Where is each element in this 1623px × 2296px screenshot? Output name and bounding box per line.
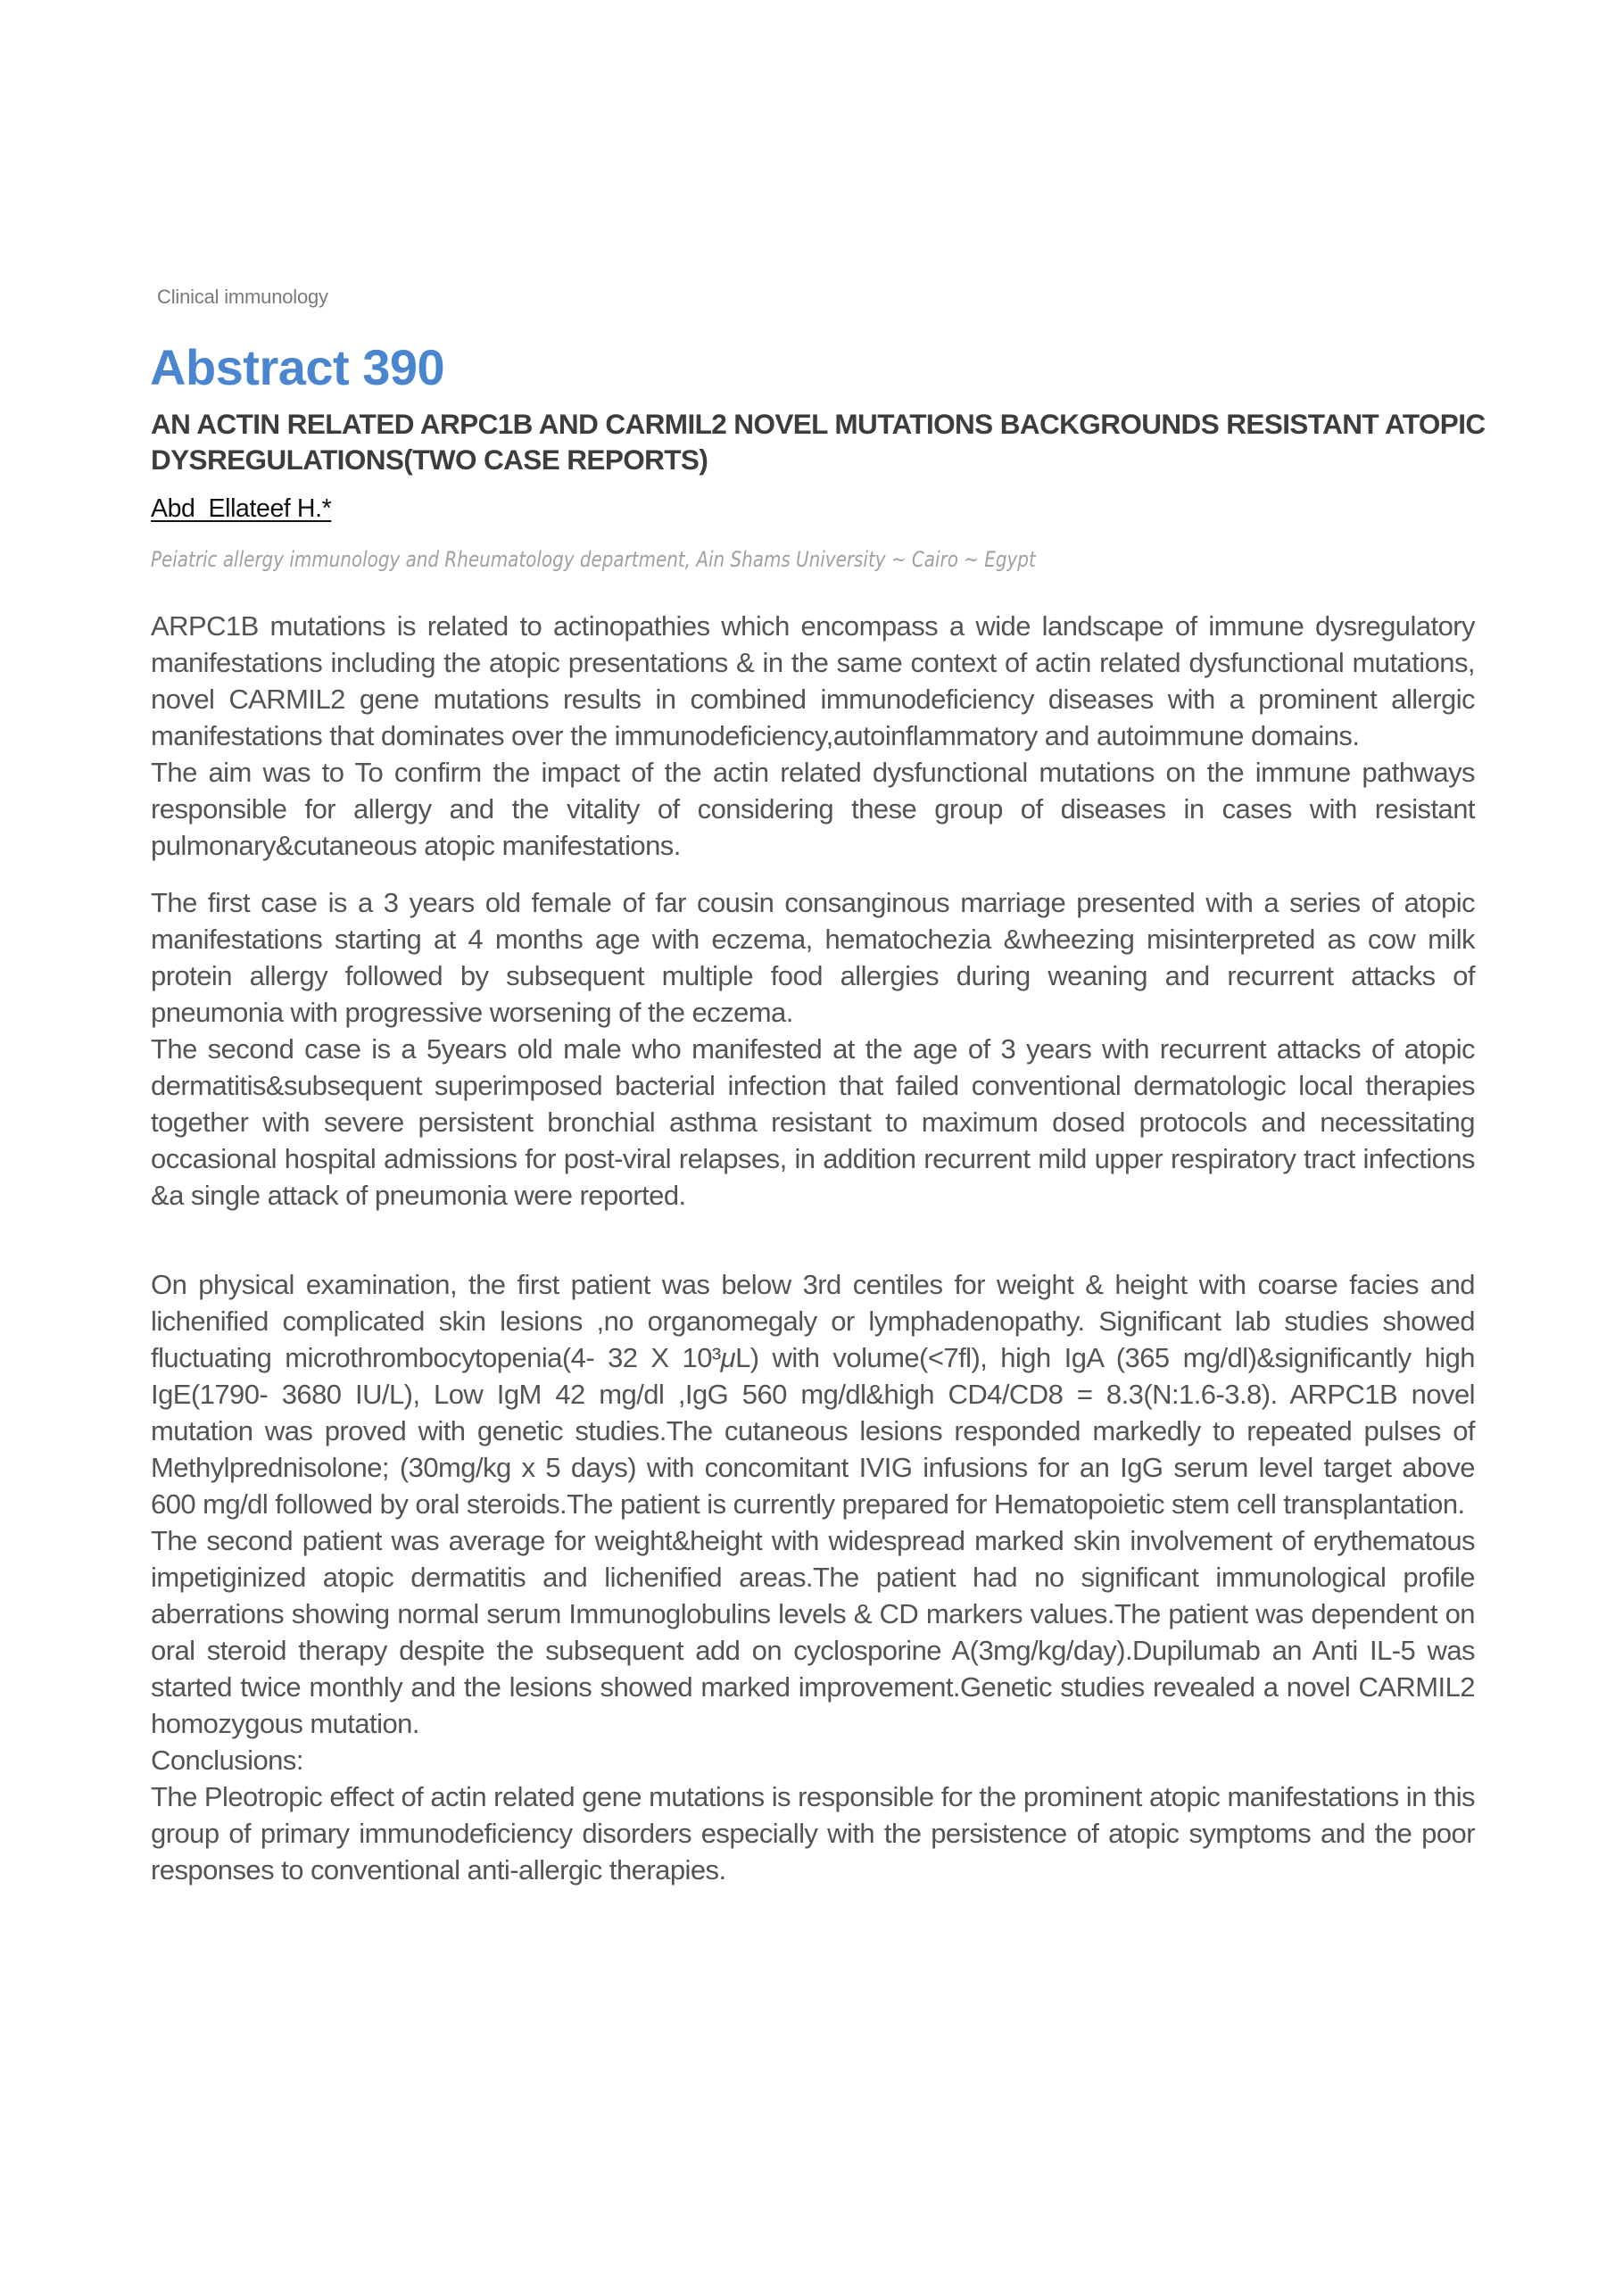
- examination-text-a: On physical examination, the first patient was below 3rd centiles for weight & height with coarse facies and lichenified complicated skin lesions ,no organomegaly or lymphadenopathy. Significant lab studies showed fluctuating microthrombocytopenia(4- 32 X 10³: [151, 1269, 1475, 1373]
- author-affiliation: Peiatric allergy immunology and Rheumatology department, Ain Shams University ~ Cairo ~ Egypt: [151, 547, 1036, 572]
- paragraph-examination-second: The second patient was average for weight&height with widespread marked skin involvement of erythematous impetiginized atopic dermatitis and lichenified areas.The patient had no significant immunological profile aberrations showing normal serum Immunoglobulins levels & CD markers values.The patient was dependent on oral steroid therapy despite the subsequent add on cyclosporine A(3mg/kg/day).Dupilumab an Anti IL-5 was started twice monthly and the lesions showed marked improvement.Genetic studies revealed a novel CARMIL2 homozygous mutation.: [151, 1525, 1475, 1739]
- paragraph-aim: The aim was to To confirm the impact of the actin related dysfunctional mutations on the immune pathways responsible for allergy and the vitality of considering these group of diseases in cases with resistant pulmonary&cutaneous atopic manifestations.: [151, 757, 1475, 861]
- paragraph-case-two: The second case is a 5years old male who manifested at the age of 3 years with recurrent attacks of atopic dermatitis&subsequent superimposed bacterial infection that failed conventional dermatologic local therapies together with severe persistent bronchial asthma resistant to maximum dosed protocols and necessitating occasional hospital admissions for post-viral relapses, in addition recurrent mild upper respiratory tract infections &a single attack of pneumonia were reported.: [151, 1033, 1475, 1211]
- author-name[interactable]: Abd Ellateef H.*: [151, 494, 332, 523]
- paragraph-conclusions: The Pleotropic effect of actin related gene mutations is responsible for the prominent atopic manifestations in this group of primary immunodeficiency disorders especially with the persistence of atopic symptoms and the poor responses to conventional anti-allergic therapies.: [151, 1781, 1475, 1886]
- section-label: Clinical immunology: [157, 286, 328, 308]
- paragraph-case-one: The first case is a 3 years old female of far cousin consanginous marriage presented with a series of atopic manifestations starting at 4 months age with eczema, hematochezia &wheezing misinterpreted as cow milk protein allergy followed by subsequent multiple food allergies during weaning and recurrent attacks of pneumonia with progressive worsening of the eczema.: [151, 887, 1475, 1028]
- abstract-title: AN ACTIN RELATED ARPC1B AND CARMIL2 NOVEL MUTATIONS BACKGROUNDS RESISTANT ATOPIC DYSREGULATIONS(TWO CASE REPORTS): [151, 408, 1486, 476]
- abstract-number: Abstract 390: [150, 339, 445, 395]
- abstract-body: [151, 608, 1475, 1888]
- paragraph-examination-first: [151, 1266, 1475, 1522]
- examination-text-b: L) with volume(<7fl), high IgA (365 mg/dl)&significantly high IgE(1790- 3680 IU/L), Low IgM 42 mg/dl ,IgG 560 mg/dl&high CD4/CD8 = 8.3(N:1.6-3.8). ARPC1B novel mutation was proved with genetic studies.The cutaneous lesions responded markedly to repeated pulses of Methylprednisolone; (30mg/kg x 5 days) with concomitant IVIG infusions for an IgG serum level target above 600 mg/dl followed by oral steroids.The patient is currently prepared for Hematopoietic stem cell transplantation.: [151, 1342, 1475, 1520]
- conclusions-heading: Conclusions:: [151, 1745, 303, 1776]
- paragraph-background: ARPC1B mutations is related to actinopathies which encompass a wide landscape of immune dysregulatory manifestations including the atopic presentations & in the same context of actin related dysfunctional mutations, novel CARMIL2 gene mutations results in combined immunodeficiency diseases with a prominent allergic manifestations that dominates over the immunodeficiency,autoinflammatory and autoimmune domains.: [151, 610, 1475, 751]
- micro-symbol: μ: [720, 1342, 736, 1373]
